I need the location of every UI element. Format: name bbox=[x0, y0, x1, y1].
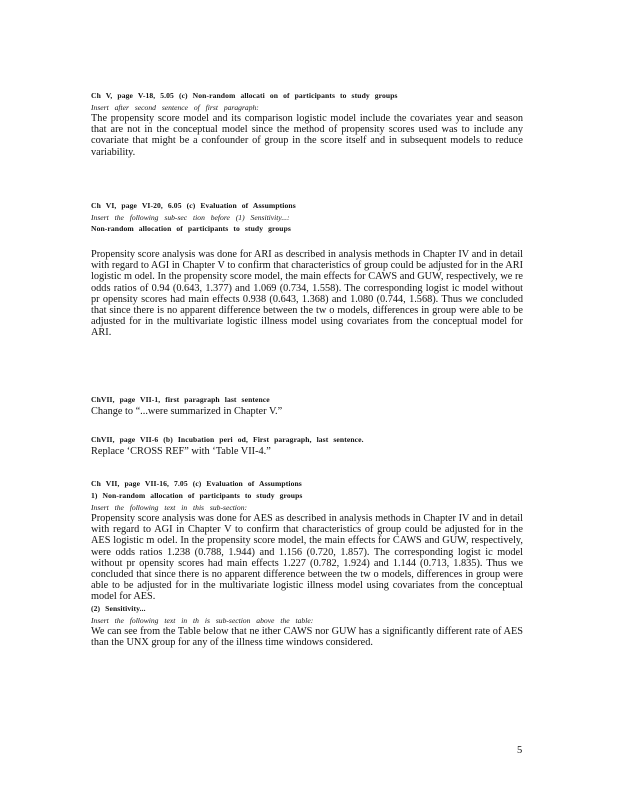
insert-instruction: Insert the following text in this sub-section: bbox=[91, 503, 248, 512]
body-paragraph: Propensity score analysis was done for AES as described in analysis methods in Chapter IV and in detail with regard to AGI in Chapter V to confirm that characteristics of group could be adjusted for in the AES logistic m odel. In the propensity score model, the main effects for CAWS and GUW, respectively, were odds ratios 1.238 (0.788, 1.944) and 1.156 (0.720, 1.857). The corresponding logist ic model without pr opensity scores had main effects 1.227 (0.782, 1.924) and 1.144 (0.713, 1.835). Thus we concluded that since there is no apparent difference between the tw o models, differences in group were able to be adjusted for in the multivariate logistic illness model using covariates from the conceptual model for AES. bbox=[91, 513, 523, 603]
section-heading: Ch V, page V-18, 5.05 (c) Non-random allocati on of participants to study groups bbox=[91, 91, 398, 100]
body-paragraph: The propensity score model and its comparison logistic model include the covariates year and season that are not in the conceptual model since the method of propensity scores used was to include any covariate that might be a confounder of group in the score itself and in subsequent models to reduce variability. bbox=[91, 113, 523, 158]
section-heading: ChVII, page VII-1, first paragraph last sentence bbox=[91, 395, 270, 404]
insert-instruction: Insert the following text in th is sub-section above the table: bbox=[91, 615, 314, 625]
body-paragraph: Propensity score analysis was done for ARI as described in analysis methods in Chapter IV and in detail with regard to AGI in Chapter V to confirm that characteristics of group could be adjusted for in the ARI logistic m odel. In the propensity score model, the main effects for CAWS and GUW, respectively, we re odds ratios of 0.94 (0.643, 1.377) and 1.069 (0.734, 1.558). The corresponding logist ic model without pr opensity scores had main effects 0.938 (0.643, 1.368) and 1.080 (0.744, 1.568). Thus we concluded that since there is no apparent difference between the tw o models, differences in group were able to be adjusted for in the multivariate logistic illness model using covariates from the conceptual model for ARI. bbox=[91, 249, 523, 339]
edit-instruction: Change to “...were summarized in Chapter V.” bbox=[91, 406, 283, 417]
section-heading: Ch VI, page VI-20, 6.05 (c) Evaluation of Assumptions bbox=[91, 201, 296, 210]
body-paragraph: We can see from the Table below that ne ither CAWS nor GUW has a significantly different rate of AES than the UNX group for any of the illness time windows considered. bbox=[91, 625, 523, 648]
insert-instruction: Insert after second sentence of first paragraph: bbox=[91, 103, 259, 112]
section-ch7-change bbox=[91, 394, 523, 418]
edit-instruction: Replace ‘CROSS REF” with ‘Table VII-4.” bbox=[91, 446, 271, 457]
insert-instruction: Insert the following sub-sec tion before (1) Sensitivity...: bbox=[91, 213, 290, 222]
section-heading: ChVII, page VII-6 (b) Incubation peri od, First paragraph, last sentence. bbox=[91, 435, 364, 444]
section-ch6-evaluation bbox=[91, 200, 523, 339]
section-ch7-evaluation bbox=[91, 478, 523, 648]
section-ch7-replace bbox=[91, 434, 523, 458]
section-ch5-nonrandom bbox=[91, 90, 523, 158]
subsection-heading: Non-random allocation of participants to study groups bbox=[91, 224, 291, 233]
subsection-heading-sensitivity: (2) Sensitivity... bbox=[91, 603, 146, 613]
page-number: 5 bbox=[517, 745, 523, 756]
section-heading: Ch VII, page VII-16, 7.05 (c) Evaluation of Assumptions bbox=[91, 479, 302, 488]
subsection-heading: 1) Non-random allocation of participants to study groups bbox=[91, 491, 303, 500]
